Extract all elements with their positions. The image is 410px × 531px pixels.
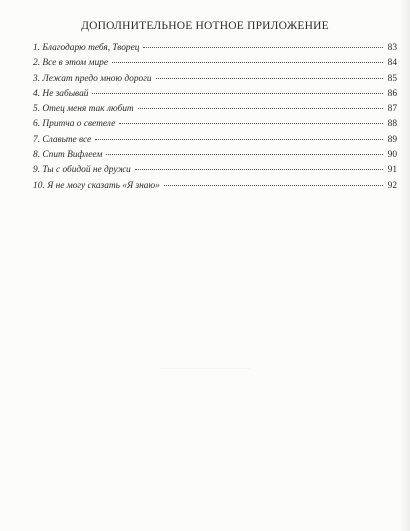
dot-leader xyxy=(106,154,383,155)
dot-leader xyxy=(135,169,383,170)
toc-entry-title: 9. Ты с обидой не дружи xyxy=(33,165,131,176)
toc-entry-title: 4. Не забывай xyxy=(33,88,89,99)
toc-entry-page: 88 xyxy=(387,119,397,130)
toc-entry xyxy=(33,74,397,89)
section-heading: ДОПОЛНИТЕЛЬНОЕ НОТНОЕ ПРИЛОЖЕНИЕ xyxy=(81,20,329,32)
toc-entry-page: 87 xyxy=(387,104,397,115)
dot-leader xyxy=(138,108,383,109)
dot-leader xyxy=(143,47,383,48)
paper-show-through xyxy=(160,368,250,369)
toc-entry xyxy=(33,58,397,73)
toc-entry xyxy=(33,165,397,180)
toc-entry xyxy=(33,181,397,196)
dot-leader xyxy=(95,139,383,140)
toc-entry-title: 1. Благодарю тебя, Творец xyxy=(33,43,140,53)
dot-leader xyxy=(164,185,383,186)
dot-leader xyxy=(156,78,383,79)
toc-entry xyxy=(33,104,397,119)
toc-entry-title: 8. Спит Вифлеем xyxy=(33,150,103,161)
toc-entry-page: 83 xyxy=(387,43,397,53)
toc-entry xyxy=(33,43,397,58)
toc-entry-page: 86 xyxy=(387,88,397,99)
toc-entry-page: 92 xyxy=(387,180,397,191)
toc-entry xyxy=(33,119,397,134)
dot-leader xyxy=(92,93,383,94)
toc-entry-page: 84 xyxy=(387,58,397,69)
table-of-contents xyxy=(33,43,397,196)
page-edge-shadow xyxy=(400,0,410,531)
dot-leader xyxy=(119,123,383,124)
toc-entry-page: 91 xyxy=(387,165,397,176)
toc-entry-title: 10. Я не могу сказать «Я знаю» xyxy=(33,180,160,191)
toc-entry-page: 85 xyxy=(387,73,397,84)
toc-entry xyxy=(33,135,397,150)
toc-entry xyxy=(33,150,397,165)
toc-entry-title: 2. Все в этом мире xyxy=(33,58,109,69)
dot-leader xyxy=(112,62,383,63)
toc-entry xyxy=(33,89,397,104)
toc-entry-title: 3. Лежат предо мною дороги xyxy=(33,73,152,84)
toc-entry-page: 90 xyxy=(387,150,397,161)
toc-entry-title: 7. Славьте все xyxy=(33,134,92,145)
toc-entry-title: 6. Притча о светеле xyxy=(33,119,116,130)
toc-entry-title: 5. Отец меня так любит xyxy=(33,104,134,115)
toc-entry-page: 89 xyxy=(387,134,397,145)
